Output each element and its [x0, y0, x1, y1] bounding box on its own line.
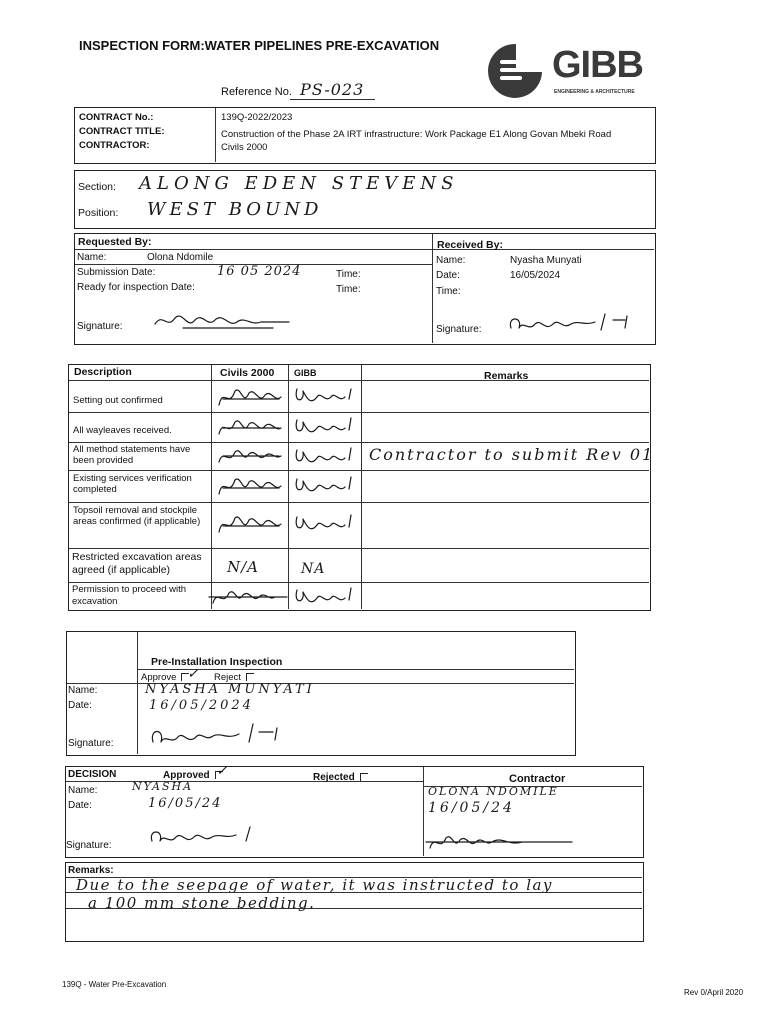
- request-divider: [432, 234, 433, 343]
- rejected-label: Rejected: [313, 772, 355, 783]
- contract-no-label: CONTRACT No.:: [79, 112, 154, 123]
- section-value[interactable]: ALONG EDEN STEVENS: [139, 173, 459, 194]
- table-row: Setting out confirmed: [73, 395, 163, 406]
- row-rule: [69, 582, 649, 583]
- requested-time-label-2: Time:: [336, 284, 361, 295]
- reject-label: Reject: [214, 672, 241, 683]
- received-name-value: Nyasha Munyati: [510, 255, 582, 266]
- gibb-logo-icon: [486, 42, 546, 98]
- civils-signature[interactable]: [215, 414, 285, 442]
- page-title: INSPECTION FORM:WATER PIPELINES PRE-EXCAVATION: [79, 38, 440, 53]
- preinstall-box: [66, 631, 576, 756]
- requested-signature-label: Signature:: [77, 321, 123, 332]
- decision-date-value[interactable]: 16/05/24: [148, 796, 223, 811]
- table-row: All wayleaves received.: [73, 425, 172, 436]
- decision-heading: DECISION: [68, 769, 117, 780]
- table-row: Existing services verification completed: [73, 473, 192, 495]
- remark-method-statements[interactable]: Contractor to submit Rev 01: [369, 445, 655, 464]
- row-rule: [69, 502, 649, 503]
- received-time-label: Time:: [436, 286, 461, 297]
- received-by-heading: Received By:: [437, 239, 503, 251]
- preinstall-signature-label: Signature:: [68, 738, 114, 749]
- remarks-rule-3: [66, 908, 642, 909]
- position-value[interactable]: WEST BOUND: [147, 199, 323, 220]
- decision-divider: [423, 767, 424, 856]
- preinstall-rule: [137, 669, 574, 670]
- received-signature[interactable]: [505, 310, 635, 340]
- decision-date-label: Date:: [68, 800, 92, 811]
- preinstall-name-label: Name:: [68, 685, 98, 696]
- contract-no-value: 139Q-2022/2023: [221, 112, 293, 123]
- decision-name-label: Name:: [68, 785, 98, 796]
- reference-label: Reference No.: [221, 86, 292, 98]
- gibb-signature[interactable]: [291, 383, 357, 411]
- contractor-date-value[interactable]: 16/05/24: [428, 800, 515, 816]
- gibb-logo: [486, 42, 651, 102]
- preinstall-date-label: Date:: [68, 700, 92, 711]
- col-divider-1: [211, 365, 212, 609]
- gibb-na[interactable]: NA: [301, 561, 326, 577]
- row-rule: [69, 548, 649, 549]
- preinstall-date-value[interactable]: 16/05/2024: [149, 698, 254, 713]
- contractor-heading: Contractor: [509, 773, 566, 785]
- requested-time-label: Time:: [336, 269, 361, 280]
- contractor-label: CONTRACTOR:: [79, 140, 150, 151]
- requested-by-heading: Requested By:: [78, 236, 152, 248]
- gibb-signature[interactable]: [291, 414, 357, 442]
- submission-date-label: Submission Date:: [77, 267, 156, 278]
- request-box: [74, 233, 656, 345]
- row-rule: [69, 442, 649, 443]
- contract-divider: [215, 108, 216, 162]
- request-heading-rule: [75, 249, 654, 250]
- col-header-description: Description: [74, 366, 132, 378]
- table-row: All method statements have been provided: [73, 444, 191, 466]
- received-name-label: Name:: [436, 255, 466, 266]
- remarks-box: [65, 862, 644, 942]
- col-divider-3: [361, 365, 362, 609]
- remarks-heading: Remarks:: [68, 865, 114, 876]
- gibb-signature[interactable]: [291, 473, 357, 501]
- preinstall-name-value[interactable]: NYASHA MUNYATI: [145, 682, 315, 697]
- decision-signature[interactable]: [146, 823, 276, 849]
- requested-name-value: Olona Ndomile: [147, 252, 214, 263]
- table-row: Restricted excavation areas agreed (if applicable): [72, 551, 202, 576]
- reference-underline: [290, 99, 375, 100]
- approve-tick: ✓: [187, 666, 200, 682]
- contractor-value: Civils 2000: [221, 142, 268, 153]
- table-row: Permission to proceed with excavation: [72, 584, 187, 607]
- contract-title-label: CONTRACT TITLE:: [79, 126, 165, 137]
- col-header-civils: Civils 2000: [220, 367, 275, 379]
- civils-signature[interactable]: [215, 472, 285, 502]
- submission-date-value[interactable]: 16 05 2024: [217, 264, 302, 279]
- gibb-logo-text: GIBB: [552, 44, 643, 86]
- checklist-table: [68, 364, 655, 611]
- rejected-option[interactable]: [313, 772, 368, 783]
- footer-right: Rev 0/April 2020: [684, 988, 744, 997]
- reference-value[interactable]: PS-023: [300, 80, 365, 99]
- remarks-rule-2: [66, 892, 642, 893]
- gibb-signature[interactable]: [291, 511, 357, 541]
- remarks-line-1[interactable]: Due to the seepage of water, it was instructed to lay: [76, 876, 553, 894]
- approved-label: Approved: [163, 770, 210, 781]
- decision-signature-label: Signature:: [66, 840, 112, 851]
- row-rule: [69, 470, 649, 471]
- approve-label: Approve: [141, 672, 177, 683]
- header-rule: [69, 380, 649, 381]
- civils-signature[interactable]: [209, 585, 289, 611]
- reject-checkbox[interactable]: [246, 673, 254, 681]
- civils-na[interactable]: N/A: [227, 558, 260, 576]
- preinstall-signature[interactable]: [147, 720, 297, 750]
- received-signature-label: Signature:: [436, 324, 482, 335]
- ready-date-label: Ready for inspection Date:: [77, 282, 195, 293]
- requested-name-label: Name:: [77, 252, 107, 263]
- gibb-signature[interactable]: [291, 584, 357, 610]
- position-label: Position:: [78, 207, 119, 219]
- table-row: Topsoil removal and stockpile areas confirmed (if applicable): [73, 505, 201, 527]
- row-rule: [69, 412, 649, 413]
- gibb-signature[interactable]: [291, 444, 357, 470]
- requested-signature[interactable]: [153, 310, 293, 334]
- civils-signature[interactable]: [215, 510, 285, 540]
- decision-rule: [66, 781, 423, 782]
- col-header-gibb: GIBB: [294, 368, 317, 378]
- decision-box: [65, 763, 644, 858]
- remarks-line-2[interactable]: a 100 mm stone bedding.: [88, 894, 316, 912]
- civils-signature[interactable]: [215, 444, 285, 470]
- gibb-logo-tagline: ENGINEERING & ARCHITECTURE: [554, 89, 635, 95]
- contractor-signature[interactable]: [426, 830, 576, 856]
- footer-left: 139Q - Water Pre-Excavation: [62, 980, 167, 989]
- received-date-value: 16/05/2024: [510, 270, 561, 281]
- rejected-checkbox[interactable]: [360, 773, 368, 781]
- preinstall-heading: Pre-Installation Inspection: [151, 656, 283, 668]
- preinstall-divider: [137, 632, 138, 754]
- contract-title-value: Construction of the Phase 2A IRT infrastructure: Work Package E1 Along Govan Mbeki Road: [221, 129, 612, 140]
- contract-box: [74, 107, 656, 164]
- decision-name-value[interactable]: NYASHA: [132, 780, 194, 793]
- preinstall-rule-2: [67, 683, 574, 684]
- received-date-label: Date:: [436, 270, 460, 281]
- contractor-name-value[interactable]: OLONA NDOMILE: [428, 785, 559, 798]
- civils-signature[interactable]: [215, 383, 285, 413]
- section-label: Section:: [78, 181, 116, 193]
- approved-tick: ✓: [216, 763, 229, 779]
- col-header-remarks: Remarks: [484, 370, 529, 382]
- col-divider-2: [288, 365, 289, 609]
- location-box: [74, 170, 656, 229]
